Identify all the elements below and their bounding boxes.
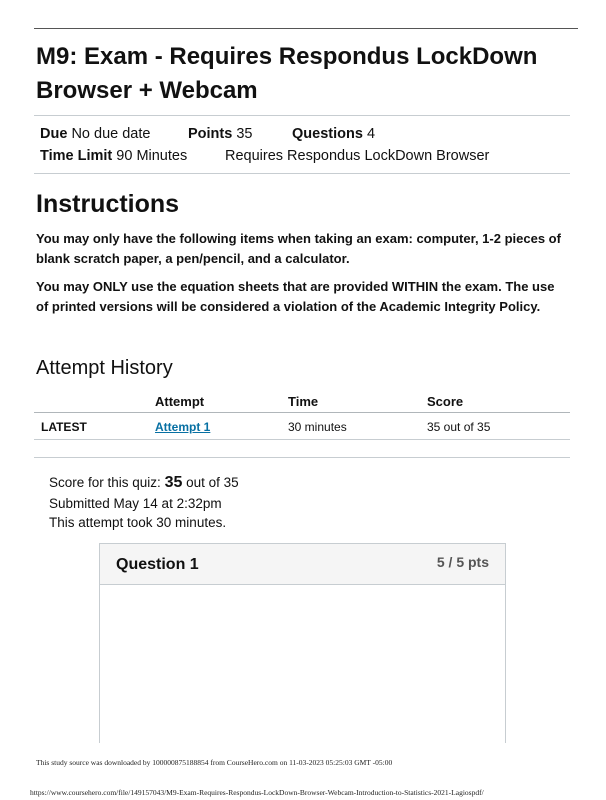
details-top-divider <box>34 115 570 116</box>
points-detail <box>188 124 252 144</box>
top-divider <box>34 28 578 29</box>
attempt-history-heading: Attempt History <box>36 357 173 379</box>
time-limit-label: Time Limit <box>40 148 113 164</box>
quiz-details-row-1 <box>40 124 150 144</box>
attempt-duration: This attempt took 30 minutes. <box>49 515 227 530</box>
submitted-time: Submitted May 14 at 2:32pm <box>49 496 222 511</box>
column-header-time: Time <box>288 394 319 409</box>
latest-label: LATEST <box>41 420 87 434</box>
question-card <box>99 543 506 743</box>
quiz-title: M9: Exam - Requires Respondus LockDown Browser + Webcam <box>36 43 538 104</box>
table-row-divider <box>34 439 570 440</box>
score-value: 35 <box>164 474 183 491</box>
attempt-time: 30 minutes <box>288 420 347 434</box>
question-header <box>100 544 505 585</box>
lockdown-note: Requires Respondus LockDown Browser <box>225 148 490 164</box>
instructions-heading: Instructions <box>36 190 180 218</box>
source-footer: This study source was downloaded by 100000875188854 from CourseHero.com on 11-03-2023 05:25:03 GMT -05:00 <box>36 758 393 767</box>
instructions-paragraph: You may only have the following items when taking an exam: computer, 1-2 pieces of blank scratch paper, a pen/pencil, and a calculator. <box>36 231 561 266</box>
quiz-score-line <box>49 473 239 492</box>
points-value: 35 <box>236 126 253 142</box>
due-value: No due date <box>71 126 151 142</box>
due-label: Due <box>40 126 68 142</box>
questions-label: Questions <box>292 126 363 142</box>
score-suffix: out of 35 <box>182 475 239 490</box>
table-header-divider <box>34 412 570 413</box>
details-bottom-divider <box>34 173 570 174</box>
instructions-paragraph: You may ONLY use the equation sheets that are provided WITHIN the exam. The use of printed versions will be considered a violation of the Academic Integrity Policy. <box>36 279 555 314</box>
source-url: https://www.coursehero.com/file/149157043/M9-Exam-Requires-Respondus-LockDown-Browser-Webcam-Introduction-to-Statistics-2021-Lagiospdf/ <box>30 788 484 797</box>
attempt-1-link[interactable]: Attempt 1 <box>155 420 211 434</box>
questions-detail <box>292 124 375 144</box>
column-header-attempt: Attempt <box>155 394 205 409</box>
column-header-score: Score <box>427 394 464 409</box>
question-title: Question 1 <box>116 556 199 573</box>
time-limit-detail <box>40 146 187 166</box>
question-points: 5 / 5 pts <box>436 554 489 570</box>
score-prefix: Score for this quiz: <box>49 475 165 490</box>
submission-divider <box>34 457 570 458</box>
attempt-score: 35 out of 35 <box>427 420 491 434</box>
questions-value: 4 <box>366 126 376 142</box>
points-label: Points <box>188 126 233 142</box>
time-limit-value: 90 Minutes <box>116 148 188 164</box>
